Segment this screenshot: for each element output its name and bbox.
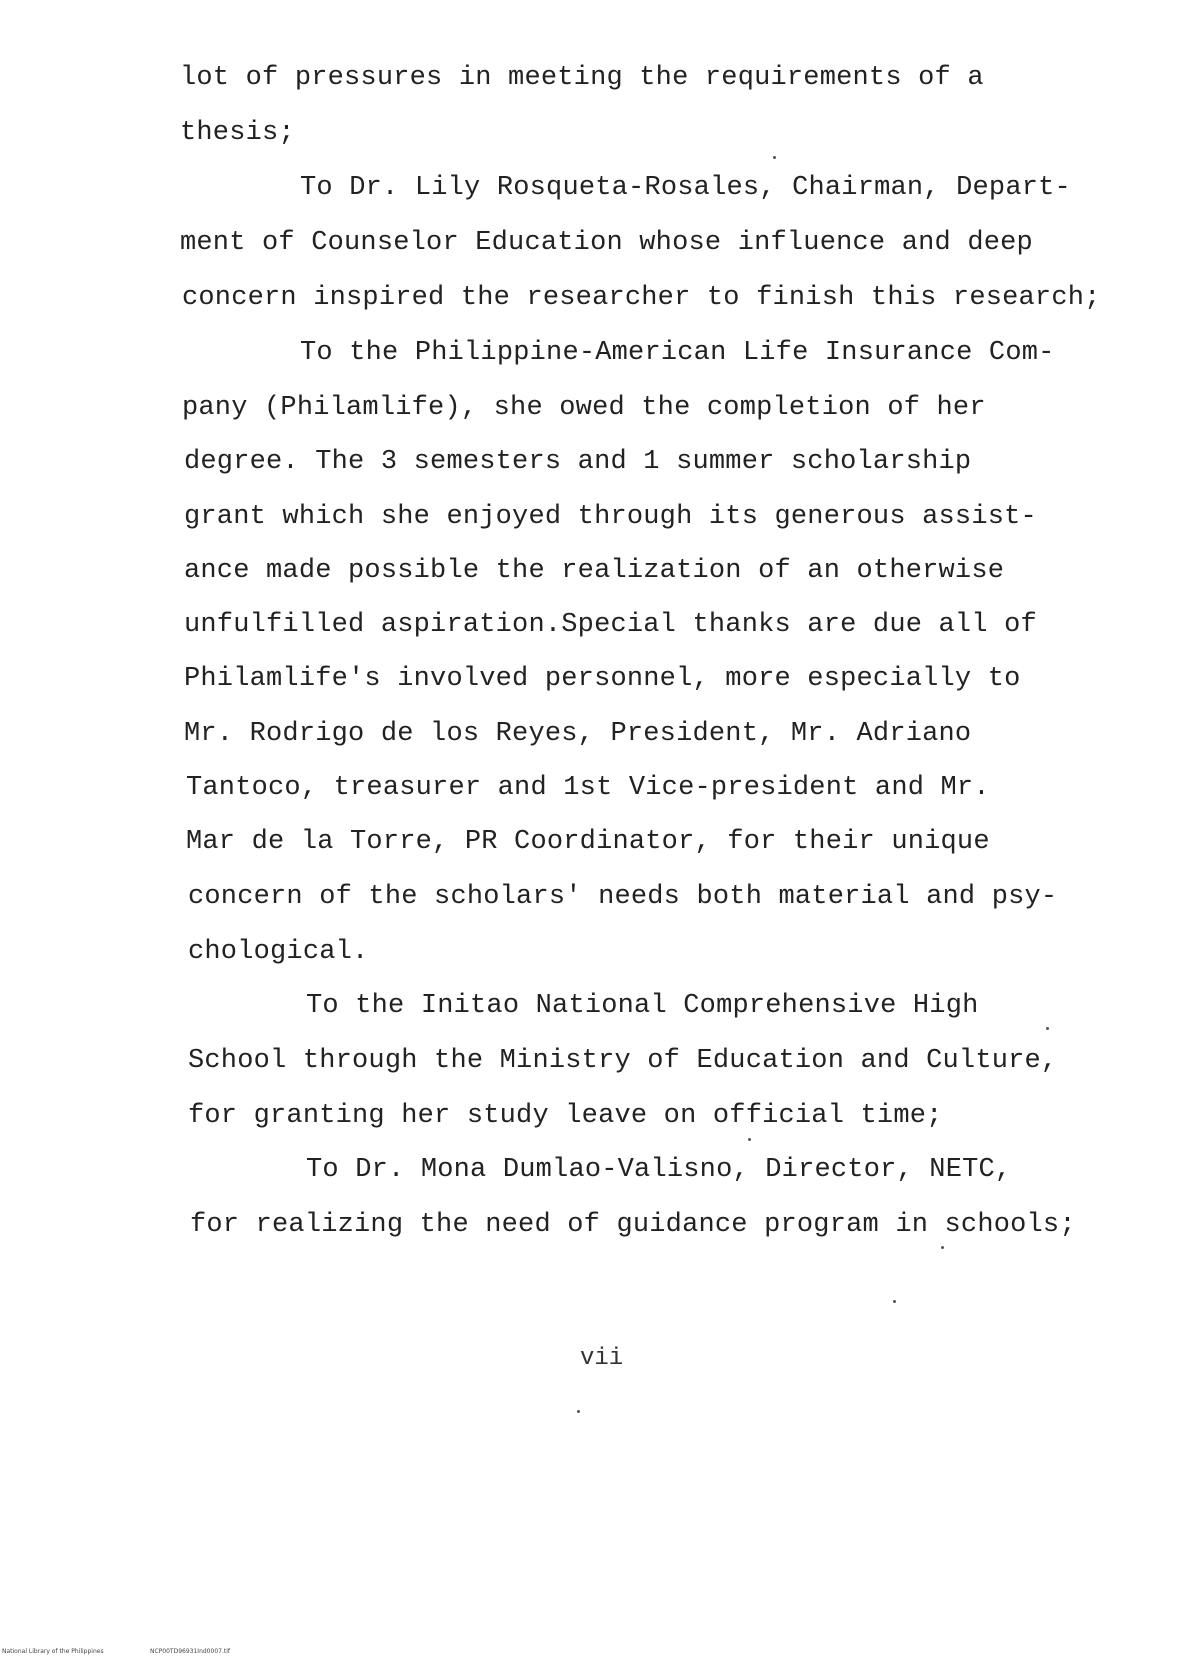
text-line-19: School through the Ministry of Education and Culture, xyxy=(188,1046,1058,1076)
text-line-4: ment of Counselor Education whose influence and deep xyxy=(180,228,1033,258)
scan-speck xyxy=(577,1410,580,1413)
scan-speck xyxy=(941,1246,944,1249)
text-line-17: chological. xyxy=(188,937,369,967)
text-line-12: Philamlife's involved personnel, more especially to xyxy=(184,664,1021,694)
text-line-20: for granting her study leave on official time; xyxy=(188,1101,943,1131)
text-line-9: grant which she enjoyed through its generous assist- xyxy=(184,502,1037,532)
scan-speck xyxy=(773,156,776,159)
text-line-22: for realizing the need of guidance program in schools; xyxy=(190,1210,1076,1240)
text-line-3: To Dr. Lily Rosqueta-Rosales, Chairman, Depart- xyxy=(300,173,1071,203)
footer-library-credit: National Library of the Philippines xyxy=(2,1648,104,1655)
text-line-5: concern inspired the researcher to finish this research; xyxy=(182,283,1101,313)
text-line-14: Tantoco, treasurer and 1st Vice-president and Mr. xyxy=(186,773,990,803)
page-number: vii xyxy=(580,1345,624,1372)
text-line-10: ance made possible the realization of an otherwise xyxy=(184,556,1005,586)
scan-speck xyxy=(1046,1027,1049,1030)
text-line-6: To the Philippine-American Life Insurance Com- xyxy=(300,338,1055,368)
footer-file-name: NCP00TD96931Ind0007.tif xyxy=(150,1648,230,1655)
text-line-21: To Dr. Mona Dumlao-Valisno, Director, NETC, xyxy=(306,1155,1012,1185)
scan-speck xyxy=(748,1138,751,1141)
text-line-1: lot of pressures in meeting the requirements of a xyxy=(180,63,984,93)
text-line-2: thesis; xyxy=(180,118,295,148)
text-line-13: Mr. Rodrigo de los Reyes, President, Mr. Adriano xyxy=(184,719,972,749)
text-line-8: degree. The 3 semesters and 1 summer scholarship xyxy=(184,447,972,477)
text-line-15: Mar de la Torre, PR Coordinator, for their unique xyxy=(186,827,990,857)
scan-speck xyxy=(893,1300,896,1303)
text-line-7: pany (Philamlife), she owed the completion of her xyxy=(182,393,986,423)
text-line-16: concern of the scholars' needs both material and psy- xyxy=(188,882,1058,912)
text-line-11: unfulfilled aspiration.Special thanks are due all of xyxy=(184,610,1037,640)
text-line-18: To the Initao National Comprehensive High xyxy=(306,991,979,1021)
